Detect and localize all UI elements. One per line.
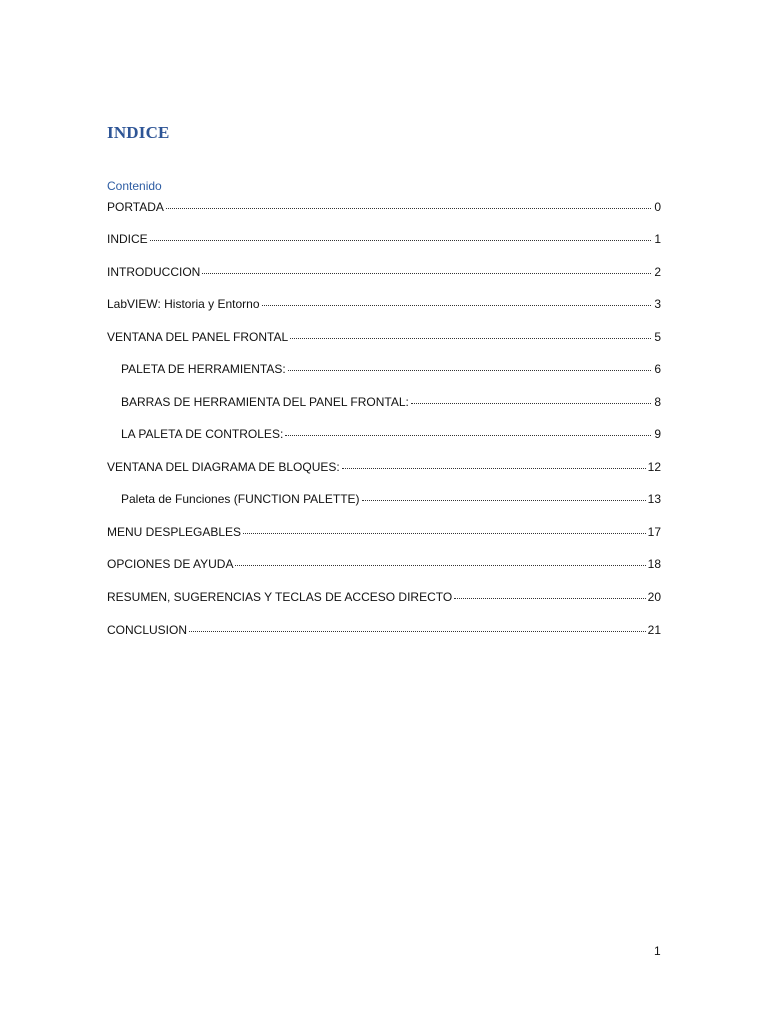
toc-dot-leader (285, 434, 651, 436)
toc-entry-page: 1 (654, 232, 661, 246)
toc-entry[interactable] (107, 199, 661, 215)
toc-dot-leader (150, 239, 651, 241)
toc-dot-leader (235, 564, 645, 566)
toc-dot-leader (342, 467, 646, 469)
toc-entry-page: 9 (654, 427, 661, 441)
toc-entry-page: 6 (654, 362, 661, 376)
toc-entry[interactable] (107, 459, 661, 475)
toc-entry-label: LabVIEW: Historia y Entorno (107, 297, 260, 311)
toc-entry-page: 3 (654, 297, 661, 311)
toc-dot-leader (288, 369, 651, 371)
toc-entry[interactable] (107, 622, 661, 638)
toc-entry-page: 17 (647, 525, 661, 539)
toc-entry-label: INDICE (107, 232, 148, 246)
toc-entry-label: RESUMEN, SUGERENCIAS Y TECLAS DE ACCESO DIRECTO (107, 590, 453, 604)
toc-heading: Contenido (107, 179, 162, 193)
toc-dot-leader (454, 597, 645, 599)
toc-dot-leader (411, 402, 651, 404)
toc-entry-label: OPCIONES DE AYUDA (107, 557, 234, 571)
toc-dot-leader (290, 337, 651, 339)
toc-dot-leader (262, 304, 651, 306)
toc-entry-label: BARRAS DE HERRAMIENTA DEL PANEL FRONTAL: (121, 395, 409, 409)
toc-entry-page: 20 (647, 590, 661, 604)
toc-entry-page: 0 (654, 200, 661, 214)
toc-entry-page: 12 (647, 460, 661, 474)
toc-entry-label: MENU DESPLEGABLES (107, 525, 242, 539)
toc-entry-label: PORTADA (107, 200, 164, 214)
toc-dot-leader (362, 499, 646, 501)
toc-entry[interactable] (107, 296, 661, 312)
toc-dot-leader (166, 207, 651, 209)
toc-entry-label: Paleta de Funciones (FUNCTION PALETTE) (121, 492, 360, 506)
toc-entry-label: LA PALETA DE CONTROLES: (121, 427, 284, 441)
toc-dot-leader (243, 532, 646, 534)
toc-entry-page: 18 (647, 557, 661, 571)
toc-entry-label: CONCLUSION (107, 623, 188, 637)
toc-entry-page: 5 (654, 330, 661, 344)
toc-entry[interactable] (107, 426, 661, 442)
toc-entry-page: 8 (654, 395, 661, 409)
footer-page-number: 1 (654, 944, 661, 958)
toc-entry-label: VENTANA DEL PANEL FRONTAL (107, 330, 289, 344)
toc-entry-label: PALETA DE HERRAMIENTAS: (121, 362, 286, 376)
toc-entry[interactable] (107, 589, 661, 605)
toc-entry[interactable] (107, 231, 661, 247)
toc-entry-page: 21 (647, 623, 661, 637)
toc-entry-label: VENTANA DEL DIAGRAMA DE BLOQUES: (107, 460, 340, 474)
toc-dot-leader (189, 630, 646, 632)
toc-entry[interactable] (107, 264, 661, 280)
toc-entry[interactable] (107, 524, 661, 540)
toc-entry-page: 13 (647, 492, 661, 506)
toc-entry[interactable] (107, 361, 661, 377)
toc-entry-label: INTRODUCCION (107, 265, 201, 279)
toc-entry-page: 2 (654, 265, 661, 279)
page-title: INDICE (107, 123, 170, 142)
toc-entry[interactable] (107, 556, 661, 572)
toc-entry[interactable] (107, 329, 661, 345)
toc-entry[interactable] (107, 491, 661, 507)
toc-dot-leader (202, 272, 651, 274)
toc-entry[interactable] (107, 394, 661, 410)
